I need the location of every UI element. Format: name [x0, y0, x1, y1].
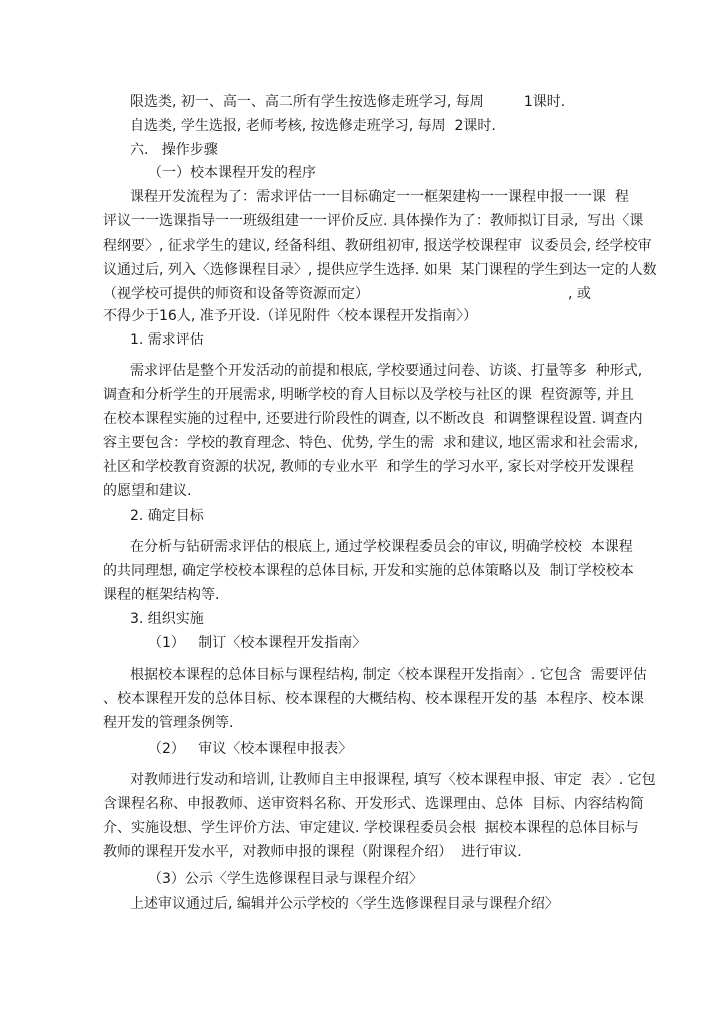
text-line: 不得少于16人, 准予开设.（详见附件〈校本课程开发指南〉） — [103, 308, 478, 324]
text-line: 社区和学校教育资源的状况, 教师的专业水平 和学生的学习水平, 家长对学校开发课程 — [103, 459, 634, 475]
text-line: 需求评估是整个开发活动的前提和根底, 学校要通过问卷、访谈、打量等多 种形式, — [130, 363, 643, 379]
item-heading: 1. 需求评估 — [130, 332, 204, 348]
text-line: 评议一一选课指导一一班级组建一一评价反应. 具体操作为了：教师拟订目录, 写出〈课 — [103, 213, 644, 229]
text-line: 程纲要〉, 征求学生的建议, 经备科组、教研组初审, 报送学校课程审 议委员会, 经学校审 — [103, 238, 652, 254]
subsection-heading: （一）校本课程开发的程序 — [148, 165, 316, 181]
text-line: 在分析与钻研需求评估的根底上, 通过学校课程委员会的审议, 明确学校校 本课程 — [130, 539, 633, 555]
text-line: 自选类, 学生选报, 老师考核, 按选修走班学习, 每周 2课时. — [130, 118, 496, 134]
text-line: 根据校本课程的总体目标与课程结构, 制定〈校本课程开发指南〉. 它包含 需要评估 — [130, 667, 647, 683]
text-line: 课程开发流程为了：需求评估一一目标确定一一框架建构一一课程申报一一课 程 — [130, 189, 629, 205]
text-line: 调查和分析学生的开展需求, 明晰学校的育人目标以及学校与社区的课 程资源等, 并且 — [103, 387, 634, 403]
text-line: , 或 — [568, 286, 591, 302]
text-line: 程开发的管理条例等. — [103, 715, 234, 731]
text-line: 、校本课程开发的总体目标、校本课程的大概结构、校本课程开发的基 本程序、校本课 — [103, 691, 644, 707]
text-line: 限选类, 初一、高一、高二所有学生按选修走班学习, 每周 1课时. — [130, 94, 566, 110]
text-line: 在校本课程实施的过程中, 还要进行阶段性的调查, 以不断改良 和调整课程设置. 调查内 — [103, 411, 643, 427]
subitem-heading: （3）公示〈学生选修课程目录与课程介绍〉 — [148, 871, 423, 887]
text-line: 对教师进行发动和培训, 让教师自主申报课程, 填写〈校本课程申报、审定 表〉. 它包 — [130, 772, 656, 788]
text-line: 容主要包含：学校的教育理念、特色、优势, 学生的需 求和建议, 地区需求和社会需求, — [103, 435, 639, 451]
text-line: 含课程名称、申报教师、送审资料名称、开发形式、选课理由、总体 目标、内容结构简 — [103, 796, 644, 812]
text-line: （视学校可提供的师资和设备等资源而定） — [103, 286, 369, 302]
text-line: 议通过后, 列入〈选修课程目录〉, 提供应学生选择. 如果 某门课程的学生到达一定的人数 — [103, 262, 657, 278]
section-heading: 六. 操作步骤 — [130, 142, 218, 158]
item-heading: 2. 确定目标 — [130, 508, 204, 524]
text-line: 的共同理想, 确定学校校本课程的总体目标, 开发和实施的总体策略以及 制订学校校本 — [103, 563, 634, 579]
subitem-heading: （1） 制订〈校本课程开发指南〉 — [148, 635, 367, 651]
text-line: 上述审议通过后, 编辑并公示学校的〈学生选修课程目录与课程介绍〉 — [130, 896, 559, 912]
subitem-heading: （2） 审议〈校本课程申报表〉 — [148, 741, 353, 757]
item-heading: 3. 组织实施 — [130, 611, 204, 627]
text-line: 课程的框架结构等. — [103, 587, 220, 603]
text-line: 教师的课程开发水平, 对教师申报的课程（附课程介绍） 进行审议. — [103, 844, 522, 860]
text-line: 介、实施设想、学生评价方法、审定建议. 学校课程委员会根 据校本课程的总体目标与 — [103, 820, 639, 836]
text-line: 的愿望和建议. — [103, 483, 192, 499]
